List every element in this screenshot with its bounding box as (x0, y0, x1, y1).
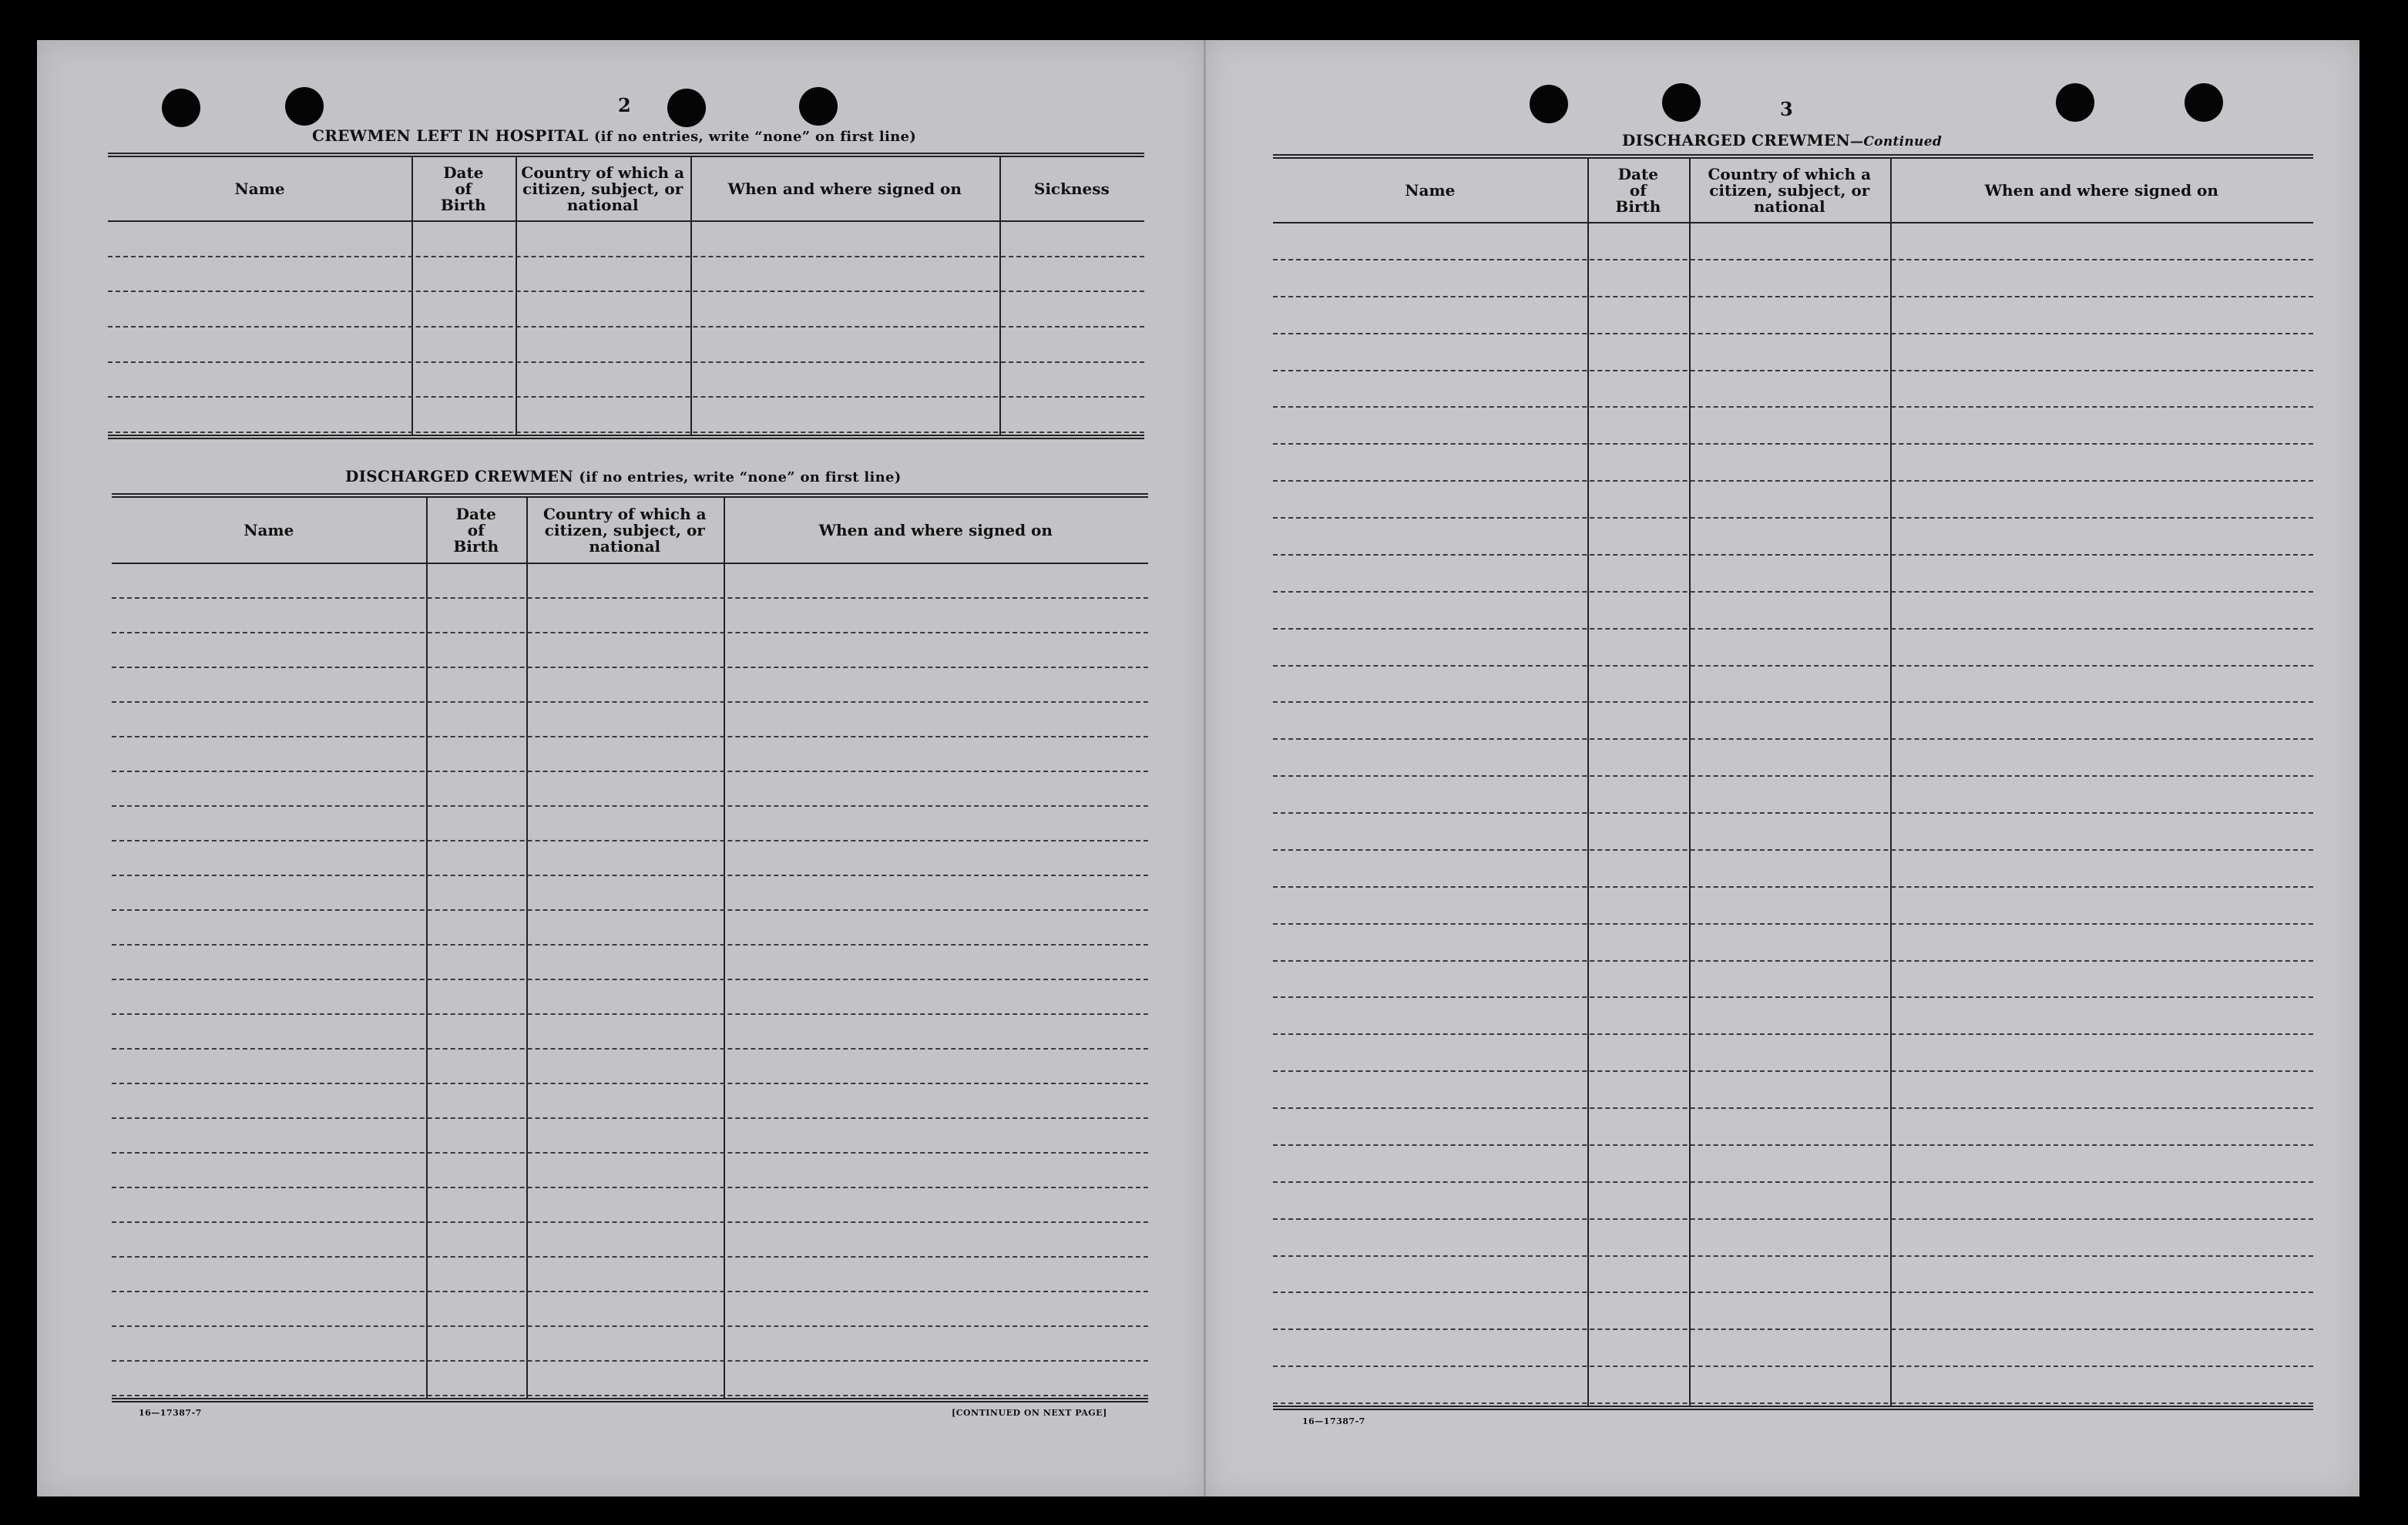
entry-line[interactable] (108, 432, 1144, 433)
bottom-double-rule (112, 1398, 1148, 1402)
entry-line[interactable] (1273, 775, 2313, 777)
binder-hole (667, 89, 706, 127)
entry-line[interactable] (112, 909, 1148, 911)
discharged-table (112, 493, 1148, 1402)
entry-line[interactable] (112, 771, 1148, 772)
form-number: 16—17387-7 (139, 1408, 202, 1418)
column-divider (1890, 159, 1892, 1407)
entry-line[interactable] (108, 256, 1144, 257)
entry-line[interactable] (108, 361, 1144, 363)
entry-line[interactable] (1273, 1181, 2313, 1183)
entry-line[interactable] (1273, 406, 2313, 408)
entry-line[interactable] (112, 632, 1148, 633)
entry-line[interactable] (1273, 296, 2313, 297)
column-header: Name (243, 520, 294, 539)
entry-line[interactable] (1273, 1033, 2313, 1035)
hospital-table (108, 153, 1144, 439)
entry-line[interactable] (112, 736, 1148, 737)
hospital-section-note: (if no entries, write “none” on first line) (593, 129, 917, 145)
form-number: 16—17387-7 (1302, 1416, 1365, 1426)
entry-line[interactable] (1273, 443, 2313, 445)
column-header: Date of Birth (440, 163, 486, 214)
entry-line[interactable] (112, 805, 1148, 807)
entry-line[interactable] (1273, 849, 2313, 851)
column-header: When and where signed on (727, 179, 962, 198)
binder-hole (1530, 85, 1568, 123)
entry-line[interactable] (1273, 1218, 2313, 1220)
entry-line[interactable] (112, 1013, 1148, 1015)
entry-line[interactable] (1273, 591, 2313, 593)
entry-line[interactable] (1273, 259, 2313, 260)
entry-line[interactable] (1273, 923, 2313, 925)
entry-line[interactable] (112, 701, 1148, 703)
binder-hole (1662, 83, 1701, 122)
binder-hole (2185, 83, 2223, 122)
discharged-section-heading (345, 467, 902, 485)
entry-line[interactable] (1273, 628, 2313, 630)
discharged-section-note: (if no entries, write “none” on first line) (579, 469, 902, 485)
entry-line[interactable] (1273, 1144, 2313, 1146)
entry-line[interactable] (1273, 1070, 2313, 1072)
page-number: 2 (618, 94, 631, 116)
entry-line[interactable] (1273, 480, 2313, 482)
entry-line[interactable] (112, 667, 1148, 668)
discharged-continued-table (1273, 154, 2313, 1410)
entry-line[interactable] (1273, 1292, 2313, 1293)
binder-hole (799, 87, 838, 126)
entry-line[interactable] (1273, 554, 2313, 556)
column-divider (1587, 159, 1589, 1407)
discharged-continued-title: DISCHARGED CREWMEN (1622, 131, 1851, 149)
header-bottom-rule (108, 220, 1144, 222)
binder-hole (2056, 83, 2094, 122)
continued-label: —Continued (1850, 134, 1943, 149)
page-gutter (1204, 40, 1206, 1496)
entry-line[interactable] (112, 875, 1148, 876)
entry-line[interactable] (1273, 333, 2313, 334)
column-header: Date of Birth (1615, 164, 1661, 216)
entry-line[interactable] (1273, 370, 2313, 371)
column-header: Country of which a citizen, subject, or national (521, 163, 685, 214)
entry-line[interactable] (1273, 1255, 2313, 1257)
entry-line[interactable] (1273, 812, 2313, 814)
entry-line[interactable] (1273, 1365, 2313, 1367)
entry-line[interactable] (1273, 960, 2313, 962)
binder-hole (162, 89, 200, 127)
column-header: Name (234, 179, 285, 198)
entry-line[interactable] (112, 1395, 1148, 1396)
bottom-double-rule (108, 435, 1144, 439)
entry-line[interactable] (1273, 701, 2313, 703)
entry-line[interactable] (112, 1083, 1148, 1084)
entry-line[interactable] (108, 291, 1144, 292)
entry-line[interactable] (108, 396, 1144, 398)
column-header: When and where signed on (818, 520, 1053, 539)
discharged-section-title: DISCHARGED CREWMEN (345, 467, 574, 485)
page-number: 3 (1780, 98, 1793, 120)
entry-line[interactable] (112, 1048, 1148, 1050)
entry-line[interactable] (112, 1152, 1148, 1154)
entry-line[interactable] (1273, 1402, 2313, 1404)
entry-line[interactable] (1273, 1328, 2313, 1330)
entry-line[interactable] (112, 1221, 1148, 1223)
bottom-double-rule (1273, 1406, 2313, 1410)
hospital-section-heading (312, 126, 916, 145)
entry-line[interactable] (112, 979, 1148, 980)
entry-line[interactable] (1273, 886, 2313, 888)
entry-line[interactable] (112, 1291, 1148, 1292)
entry-line[interactable] (112, 1256, 1148, 1258)
entry-line[interactable] (1273, 517, 2313, 519)
header-bottom-rule (112, 563, 1148, 564)
column-header: Name (1405, 180, 1456, 200)
entry-line[interactable] (1273, 996, 2313, 998)
binder-hole (285, 87, 324, 126)
entry-line[interactable] (112, 1360, 1148, 1362)
entry-line[interactable] (1273, 1107, 2313, 1109)
entry-line[interactable] (1273, 665, 2313, 667)
discharged-continued-heading (1622, 131, 1942, 149)
entry-line[interactable] (112, 944, 1148, 946)
entry-line[interactable] (112, 1325, 1148, 1327)
entry-line[interactable] (112, 1117, 1148, 1119)
entry-line[interactable] (1273, 738, 2313, 740)
entry-line[interactable] (112, 840, 1148, 841)
entry-line[interactable] (112, 1187, 1148, 1188)
entry-line[interactable] (108, 326, 1144, 328)
column-header: Sickness (1033, 179, 1110, 198)
entry-line[interactable] (112, 597, 1148, 599)
column-header: When and where signed on (1984, 180, 2218, 200)
column-header: Date of Birth (453, 504, 499, 556)
continued-note: [CONTINUED ON NEXT PAGE] (952, 1408, 1107, 1418)
column-header: Country of which a citizen, subject, or national (1708, 164, 1872, 216)
hospital-section-title: CREWMEN LEFT IN HOSPITAL (312, 126, 589, 145)
column-divider (1689, 159, 1691, 1407)
column-header: Country of which a citizen, subject, or national (542, 504, 707, 556)
header-bottom-rule (1273, 222, 2313, 223)
